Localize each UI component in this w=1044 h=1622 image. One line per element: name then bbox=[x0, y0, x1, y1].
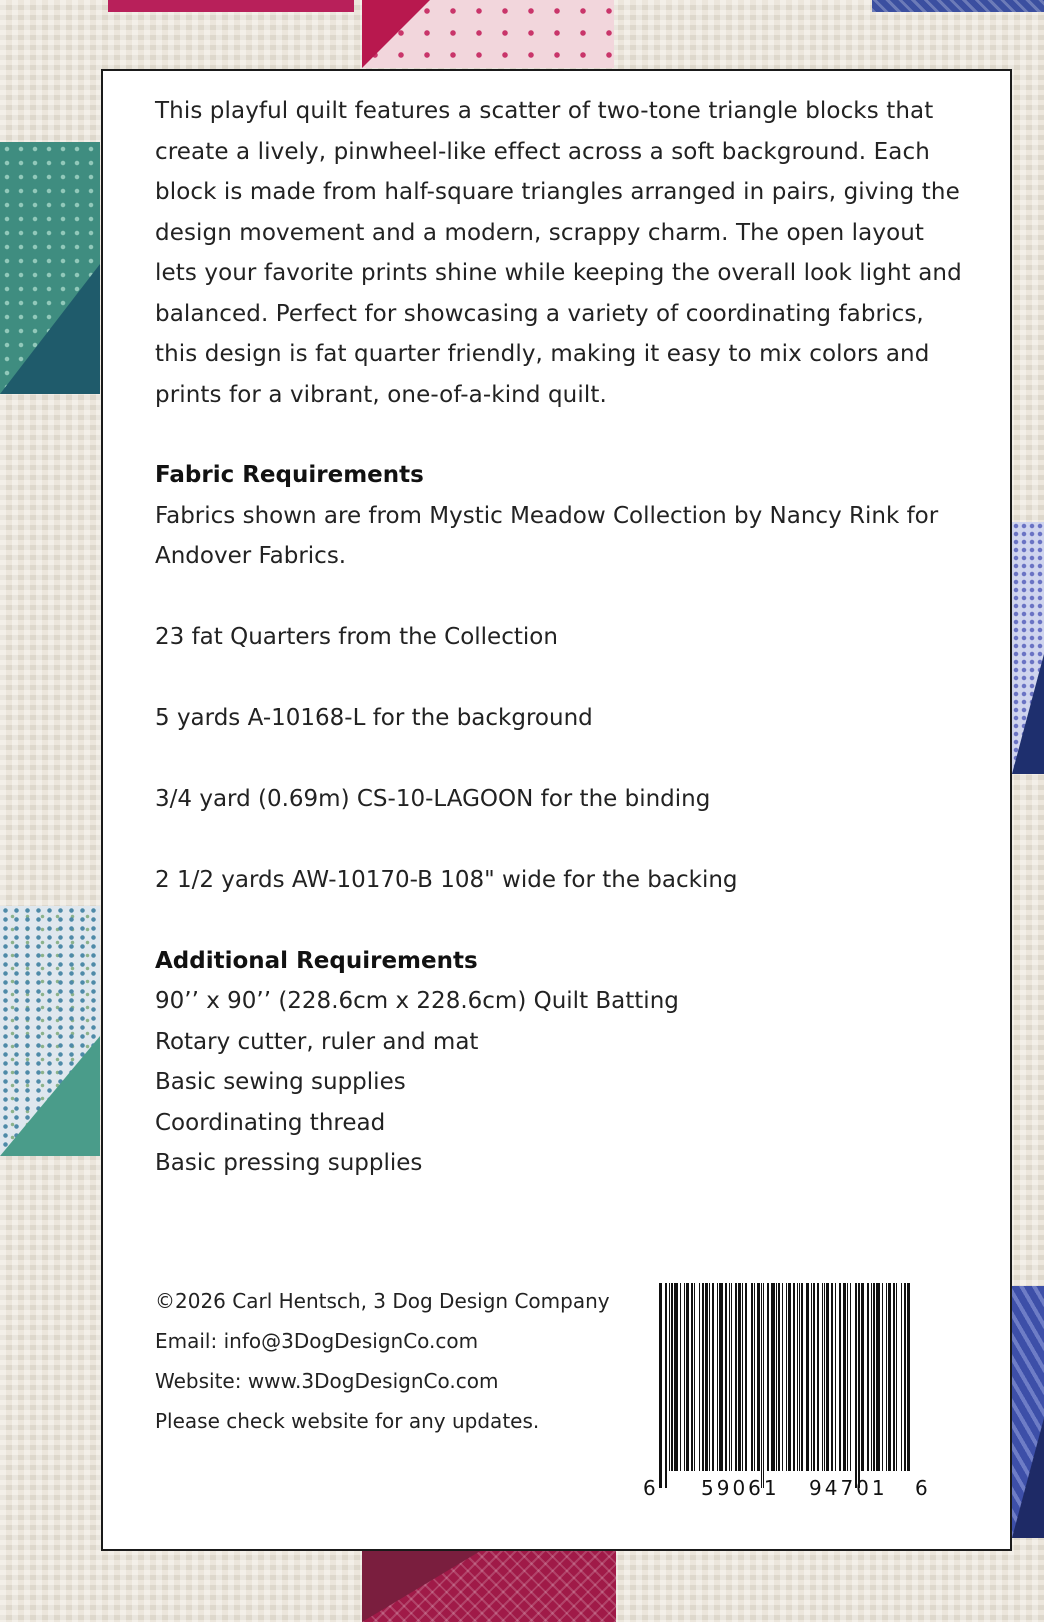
barcode-bar bbox=[763, 1283, 764, 1488]
fabric-patch-left-upper bbox=[0, 142, 100, 394]
fabric-shown-note: Fabrics shown are from Mystic Meadow Collection by Nancy Rink for Andover Fabrics. bbox=[155, 502, 939, 569]
barcode-bar bbox=[699, 1283, 700, 1471]
barcode-bar bbox=[824, 1283, 825, 1471]
barcode-bar bbox=[806, 1283, 809, 1471]
barcode-bar bbox=[702, 1283, 704, 1471]
additional-item: 90’’ x 90’’ (228.6cm x 228.6cm) Quilt Batting bbox=[155, 988, 679, 1014]
barcode-bar bbox=[686, 1283, 689, 1471]
barcode-bar bbox=[669, 1283, 670, 1471]
barcode-bar bbox=[754, 1283, 755, 1471]
fabric-item: 2 1/2 yards AW-10170-B 108" wide for the backing bbox=[155, 867, 738, 893]
barcode-bar bbox=[771, 1283, 775, 1471]
barcode-bar bbox=[793, 1283, 795, 1471]
barcode-bar bbox=[674, 1283, 678, 1471]
card-content bbox=[155, 91, 965, 1184]
copyright-text: ©2026 Carl Hentsch, 3 Dog Design Company bbox=[155, 1289, 610, 1313]
fabric-patch-top-right bbox=[872, 0, 1044, 12]
fabric-patch-right-lower bbox=[1012, 1286, 1044, 1538]
barcode-bar bbox=[735, 1283, 737, 1471]
fabric-patch-right-upper bbox=[1012, 522, 1044, 774]
barcode-digit-left: 6 bbox=[643, 1476, 656, 1500]
barcode-bar bbox=[776, 1283, 777, 1471]
barcode-bar bbox=[751, 1283, 753, 1471]
fabric-patch-top-left bbox=[108, 0, 354, 12]
barcode-bar bbox=[861, 1283, 864, 1471]
fabric-patch-bottom bbox=[362, 1550, 616, 1622]
barcode-bar bbox=[835, 1283, 836, 1471]
barcode-bar bbox=[826, 1283, 829, 1471]
barcode-bar bbox=[786, 1283, 787, 1471]
barcode-bar bbox=[893, 1283, 895, 1471]
barcode-bar bbox=[843, 1283, 846, 1471]
website-text: Website: www.3DogDesignCo.com bbox=[155, 1369, 499, 1393]
barcode-bar bbox=[839, 1283, 841, 1471]
barcode-bar bbox=[684, 1283, 685, 1471]
barcode-bar bbox=[757, 1283, 760, 1471]
barcode-bar bbox=[712, 1283, 714, 1471]
pattern-info-card bbox=[101, 69, 1012, 1551]
barcode-bars bbox=[659, 1283, 910, 1488]
barcode-bar bbox=[680, 1283, 681, 1471]
barcode-bar bbox=[745, 1283, 747, 1471]
barcode-bar bbox=[719, 1283, 723, 1471]
barcode-bar bbox=[782, 1283, 783, 1471]
barcode-bar bbox=[886, 1283, 887, 1471]
barcode-bar bbox=[709, 1283, 710, 1471]
fabric-patch-top-center bbox=[362, 0, 614, 68]
fabric-item: 5 yards A-10168-L for the background bbox=[155, 705, 593, 731]
barcode-bar bbox=[717, 1283, 718, 1471]
fabric-requirements-heading: Fabric Requirements bbox=[155, 462, 424, 488]
barcode-bar bbox=[867, 1283, 869, 1471]
barcode-bar bbox=[665, 1283, 667, 1488]
barcode-bar bbox=[767, 1283, 769, 1471]
additional-item: Basic sewing supplies bbox=[155, 1069, 406, 1095]
barcode-bar bbox=[882, 1283, 883, 1471]
fabric-patch-left-lower bbox=[0, 906, 100, 1156]
barcode-bar bbox=[850, 1283, 851, 1471]
barcode-bar bbox=[788, 1283, 791, 1471]
barcode-bar bbox=[896, 1283, 897, 1471]
additional-item: Coordinating thread bbox=[155, 1109, 386, 1136]
barcode-bar bbox=[847, 1283, 848, 1471]
fabric-item: 23 fat Quarters from the Collection bbox=[155, 624, 558, 650]
barcode-bar bbox=[659, 1283, 662, 1488]
barcode-bar bbox=[907, 1283, 910, 1471]
additional-item: Rotary cutter, ruler and mat bbox=[155, 1028, 479, 1055]
barcode-bar bbox=[831, 1283, 833, 1471]
barcode-digits-group-2: 94701 bbox=[809, 1476, 888, 1500]
barcode-bar bbox=[705, 1283, 708, 1471]
barcode-bar bbox=[888, 1283, 891, 1471]
barcode-bar bbox=[858, 1283, 860, 1488]
barcode-bar bbox=[742, 1283, 743, 1471]
barcode-bar bbox=[822, 1283, 823, 1471]
barcode-bar bbox=[876, 1283, 880, 1471]
intro-paragraph: This playful quilt features a scatter of two-tone triangle blocks that create a lively, pinwheel-like effect across a soft background. Each block is made from half-square triangles arranged in pairs, giving the design movement and a modern, scrappy charm. The open layout lets your favorite prints shine while keeping the overall look light and balanced. Perfect for showcasing a variety of coordinating fabrics, this design is fat quarter friendly, making it easy to mix colors and prints for a vibrant, one-of-a-kind quilt. bbox=[155, 98, 962, 408]
fabric-item: 3/4 yard (0.69m) CS-10-LAGOON for the binding bbox=[155, 786, 711, 812]
barcode-bar bbox=[761, 1283, 762, 1488]
barcode-digit-right: 6 bbox=[915, 1476, 928, 1500]
barcode-digits-group-1: 59061 bbox=[701, 1476, 780, 1500]
barcode bbox=[639, 1283, 939, 1503]
barcode-bar bbox=[725, 1283, 727, 1471]
additional-item: Basic pressing supplies bbox=[155, 1150, 423, 1176]
barcode-bar bbox=[738, 1283, 741, 1471]
update-note: Please check website for any updates. bbox=[155, 1409, 540, 1433]
barcode-bar bbox=[731, 1283, 732, 1471]
barcode-bar bbox=[811, 1283, 812, 1471]
footer-contact bbox=[155, 1281, 610, 1441]
barcode-bar bbox=[901, 1283, 902, 1471]
email-text: Email: info@3DogDesignCo.com bbox=[155, 1329, 479, 1353]
barcode-bar bbox=[691, 1283, 693, 1471]
barcode-bar bbox=[855, 1283, 857, 1488]
barcode-bar bbox=[871, 1283, 872, 1471]
barcode-bar bbox=[778, 1283, 780, 1471]
barcode-bar bbox=[904, 1283, 906, 1471]
barcode-bar bbox=[873, 1283, 875, 1471]
barcode-bar bbox=[799, 1283, 800, 1471]
barcode-bar bbox=[694, 1283, 695, 1471]
barcode-bar bbox=[797, 1283, 798, 1471]
barcode-bar bbox=[801, 1283, 803, 1471]
barcode-bar bbox=[729, 1283, 730, 1471]
barcode-bar bbox=[671, 1283, 673, 1471]
additional-requirements-heading: Additional Requirements bbox=[155, 947, 478, 974]
barcode-bar bbox=[817, 1283, 819, 1471]
barcode-bar bbox=[813, 1283, 815, 1471]
